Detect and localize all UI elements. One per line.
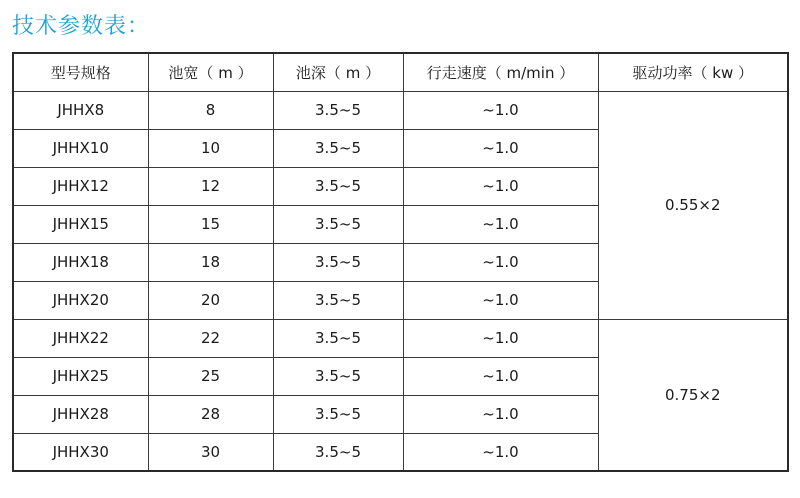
cell-depth: 3.5~5 xyxy=(273,319,403,357)
header-model: 型号规格 xyxy=(13,53,148,91)
cell-depth: 3.5~5 xyxy=(273,395,403,433)
cell-speed: ~1.0 xyxy=(403,91,598,129)
cell-model: JHHX18 xyxy=(13,243,148,281)
cell-width: 12 xyxy=(148,167,273,205)
cell-width: 22 xyxy=(148,319,273,357)
cell-model: JHHX8 xyxy=(13,91,148,129)
cell-width: 15 xyxy=(148,205,273,243)
cell-speed: ~1.0 xyxy=(403,243,598,281)
header-drive-power: 驱动功率（ kw ） xyxy=(598,53,788,91)
cell-depth: 3.5~5 xyxy=(273,91,403,129)
cell-speed: ~1.0 xyxy=(403,433,598,471)
cell-depth: 3.5~5 xyxy=(273,129,403,167)
header-travel-speed: 行走速度（ m/min ） xyxy=(403,53,598,91)
spec-table xyxy=(12,52,789,472)
cell-width: 30 xyxy=(148,433,273,471)
cell-model: JHHX20 xyxy=(13,281,148,319)
cell-width: 25 xyxy=(148,357,273,395)
cell-speed: ~1.0 xyxy=(403,357,598,395)
page-title: 技术参数表： xyxy=(12,14,151,39)
cell-model: JHHX15 xyxy=(13,205,148,243)
cell-depth: 3.5~5 xyxy=(273,281,403,319)
cell-speed: ~1.0 xyxy=(403,319,598,357)
cell-speed: ~1.0 xyxy=(403,281,598,319)
cell-depth: 3.5~5 xyxy=(273,243,403,281)
table-row xyxy=(13,91,788,129)
table-row xyxy=(13,319,788,357)
cell-depth: 3.5~5 xyxy=(273,433,403,471)
cell-width: 20 xyxy=(148,281,273,319)
header-pool-width: 池宽（ m ） xyxy=(148,53,273,91)
cell-model: JHHX22 xyxy=(13,319,148,357)
header-pool-depth: 池深（ m ） xyxy=(273,53,403,91)
cell-speed: ~1.0 xyxy=(403,167,598,205)
table-header-row xyxy=(13,53,788,91)
cell-speed: ~1.0 xyxy=(403,205,598,243)
cell-width: 18 xyxy=(148,243,273,281)
cell-width: 10 xyxy=(148,129,273,167)
cell-width: 28 xyxy=(148,395,273,433)
cell-power-group-2: 0.75×2 xyxy=(598,319,788,471)
cell-model: JHHX28 xyxy=(13,395,148,433)
cell-speed: ~1.0 xyxy=(403,395,598,433)
cell-depth: 3.5~5 xyxy=(273,205,403,243)
cell-model: JHHX25 xyxy=(13,357,148,395)
cell-depth: 3.5~5 xyxy=(273,357,403,395)
cell-model: JHHX12 xyxy=(13,167,148,205)
cell-power-group-1: 0.55×2 xyxy=(598,91,788,319)
cell-depth: 3.5~5 xyxy=(273,167,403,205)
cell-speed: ~1.0 xyxy=(403,129,598,167)
cell-model: JHHX10 xyxy=(13,129,148,167)
cell-model: JHHX30 xyxy=(13,433,148,471)
cell-width: 8 xyxy=(148,91,273,129)
